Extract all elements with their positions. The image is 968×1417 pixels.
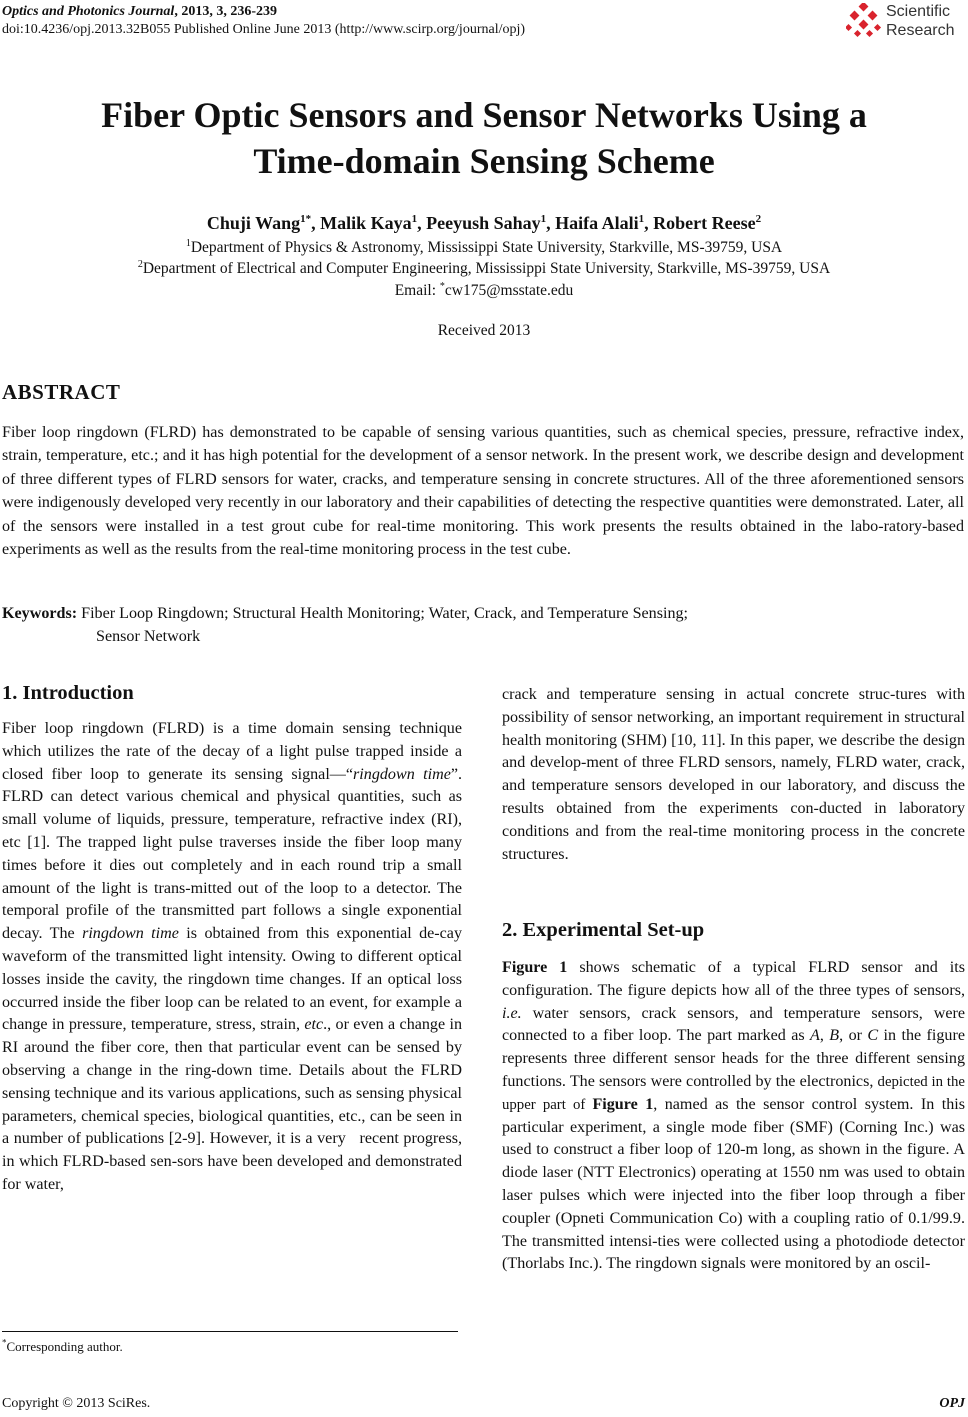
doi-line: doi:10.4236/opj.2013.32B055 Published Online June 2013 (http://www.scirp.org/journal/opj) [2, 22, 526, 37]
title-line-1: Fiber Optic Sensors and Sensor Networks Using a [101, 95, 867, 135]
title-line-2: Time-domain Sensing Scheme [253, 141, 715, 181]
affil-mark: 1 [185, 237, 191, 249]
sensor-label-c: C [867, 1027, 879, 1045]
email-label: Email: [394, 282, 440, 299]
copyright-notice: Copyright © 2013 SciRes. [2, 1396, 151, 1411]
figure-reference[interactable]: Figure 1 [502, 959, 568, 976]
setup-text: depicted in the upper part of [502, 1073, 965, 1113]
setup-paragraph [502, 957, 965, 1276]
intro-text: ., or even a change in RI around the fiber core, then that particular event can be sensed by observing a change in the ring-down time. Details about the FLRD sensing technique and its various applications, such as sensing physical parameters, chemical species, biological quantities, etc., can be seen in a number of publications [2-9]. However, it is a very recent progress, in which FLRD-based sen-sors have been developed and demonstrated for water, [2, 1016, 463, 1193]
abstract-text: Fiber loop ringdown (FLRD) has demonstrated to be capable of sensing various quantities, such as chemical species, pressure, refractive index, strain, temperature, etc.; and it has high potential for the development of a sensor network. In the present work, we describe design and development of three different types of FLRD sensors for water, cracks, and temperature sensing in concrete structures. All of the three aforementioned sensors were indigenously developed very recently in our laboratory and their capabilities of detecting the respective quantities were demonstrated. Later, all of the sensors were installed in a test grout cube for real-time monitoring. This work presents the results obtained in the labo-ratory-based experiments as well as the results from the real-time monitoring process in the test cube. [2, 424, 964, 559]
author-name: , Haifa Alali [546, 213, 639, 233]
figure-reference[interactable]: Figure 1 [592, 1095, 654, 1113]
keywords-line-2: Sensor Network [96, 628, 201, 645]
keywords-line-1: Fiber Loop Ringdown; Structural Health Monitoring; Water, Crack, and Temperature Sensing; [77, 605, 689, 622]
contact-email [0, 281, 968, 300]
footnote-mark: * [2, 1337, 7, 1348]
section-1-heading: 1. Introduction [2, 682, 134, 704]
affil-mark: 2 [137, 258, 143, 270]
logo-line-1: Scientific [886, 3, 951, 20]
journal-name: Optics and Photonics Journal [2, 4, 175, 19]
footnote-text: Corresponding author. [6, 1339, 123, 1354]
footnote-divider [2, 1331, 458, 1332]
intro-text: Fiber loop ringdown (FLRD) is a time domain sensing technique which utilizes the rate of the decay of a light pulse trapped inside a closed fiber loop to generate its sensing signal—“ [2, 720, 462, 783]
author-affil-mark: 2 [755, 213, 762, 225]
keywords-label: Keywords: [2, 605, 78, 622]
intro-emphasis: etc [304, 1016, 324, 1034]
abstract-heading: ABSTRACT [2, 380, 121, 404]
setup-text: , [819, 1027, 830, 1045]
intro-emphasis: ringdown time [353, 765, 451, 783]
affil-text: Department of Electrical and Computer Engineering, Mississippi State University, Starkville, MS-39759, USA [142, 260, 831, 277]
author-affil-mark: 1 [638, 213, 645, 225]
logo-line-2: Research [886, 22, 955, 39]
setup-text: , or [839, 1027, 868, 1045]
author-name: , Malik Kaya [311, 213, 412, 233]
publisher-logo-text [886, 2, 954, 40]
publisher-logo-icon [846, 3, 884, 41]
affiliation-1 [0, 238, 968, 257]
journal-abbreviation: OPJ [939, 1396, 965, 1411]
section-2-heading: 2. Experimental Set-up [502, 919, 705, 941]
author-affil-mark: 1 [411, 213, 418, 225]
author-list [0, 212, 968, 234]
received-date: Received 2013 [437, 322, 531, 339]
footnote [2, 1339, 123, 1355]
email-address[interactable]: cw175@msstate.edu [444, 282, 574, 299]
intro-continuation: crack and temperature sensing in actual concrete struc-tures with possibility of sensor networking, an important requirement in structural health monitoring (SHM) [10, 11]. In this paper, we describe the design and develop-ment of three FLRD sensors, namely, FLRD water, crack, and temperature sensors developed in our laboratory, and discuss the results obtained from the experiments con-ducted in laboratory conditions and from the real-time monitoring process in the concrete structures. [502, 686, 965, 863]
sensor-label-a: A [810, 1027, 820, 1045]
setup-text: , named as the sensor control system. In this particular experiment, a single mode fiber (SMF) (Corning Inc.) was used to construct a fiber loop of 120-m long, as shown in the figure. A diode laser (NTT Electronics) operating at 1550 nm was used to obtain laser pulses which were injected into the fiber loop through a fiber coupler (Opneti Communication Co) with a coupling ratio of 0.1/99.9. The transmitted intensi-ties were collected using a photodiode detector (Thorlabs Inc.). The ringdown signals were monitored by an oscil- [502, 1095, 966, 1273]
intro-text: is obtained from this exponential de-cay waveform of the transmitted light intensity. Owing to different optical losses inside the cavity, the ringdown time changes. If an optical loss occurred inside the fiber loop can be related to an event, for example a change in pressure, temperature, stress, strain, [2, 925, 463, 1034]
intro-paragraph [2, 718, 462, 1197]
journal-volume: , 2013, 3, 236-239 [174, 4, 277, 19]
intro-text: ”. FLRD can detect various chemical and physical quantities, such as small volume of liquids, pressure, temperature, refractive index (RI), etc [1]. The trapped light pulse traverses inside the fiber loop many times before it dies out completely and in each round trip a small amount of the light is trans-mitted out of the loop to a detector. The temporal profile of the transmitted part follows a single exponential decay. The [2, 765, 463, 943]
author-name: Chuji Wang [206, 213, 301, 233]
journal-citation [2, 3, 277, 21]
publisher-logo [846, 2, 968, 42]
email-mark: * [439, 280, 445, 292]
author-name: , Peeyush Sahay [417, 213, 541, 233]
affil-text: Department of Physics & Astronomy, Mississippi State University, Starkville, MS-39759, USA [190, 239, 783, 256]
author-affil-mark: 1 [540, 213, 547, 225]
setup-text: shows schematic of a typical FLRD sensor and its configuration. The figure depicts how all of the three types of sensors, [502, 959, 965, 999]
keywords [2, 602, 922, 625]
setup-text: water sensors, crack sensors, and temperature sensors, were connected to a fiber loop. The part marked as [502, 1004, 965, 1045]
setup-emphasis: i.e. [502, 1004, 522, 1022]
setup-text: in the figure represents three different sensor heads for the three different sensing functions. The sensors were controlled by the electronics, [502, 1027, 965, 1090]
affiliation-2 [0, 259, 968, 278]
sensor-label-b: B [829, 1027, 840, 1045]
paper-title [0, 92, 968, 184]
intro-emphasis: ringdown time [82, 925, 179, 943]
author-name: , Robert Reese [644, 213, 756, 233]
author-affil-mark: 1* [300, 213, 312, 225]
